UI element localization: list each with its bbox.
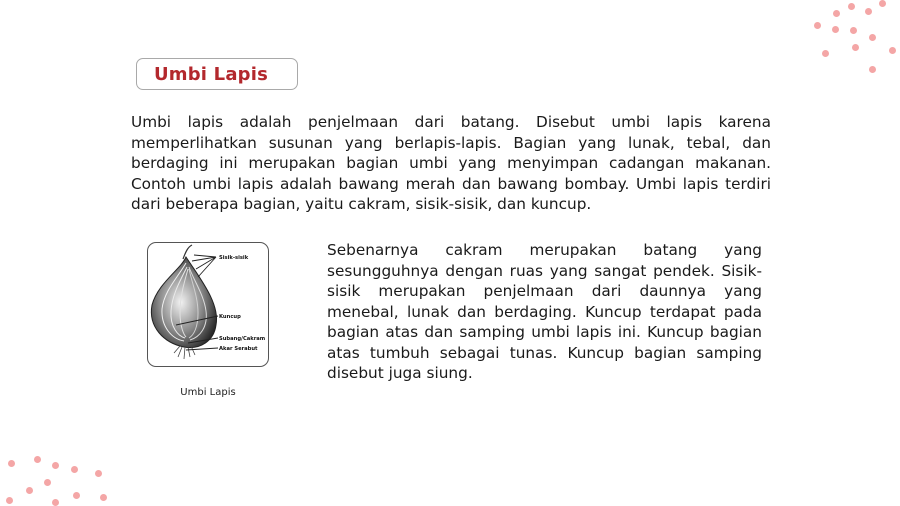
label-sisik: Sisik-sisik <box>219 255 249 261</box>
page-title: Umbi Lapis <box>153 63 269 85</box>
intro-paragraph: Umbi lapis adalah penjelmaan dari batang. Disebut umbi lapis karena memperlihatkan susunan yang berlapis-lapis. Bagian yang lunak, tebal, dan berdaging ini merupakan bagian umbi yang menyimpan cadangan makanan. Contoh umbi lapis adalah bawang merah dan bawang bombay. Umbi lapis terdiri dari beberapa bagian, yaitu cakram, sisik-sisik, dan kuncup. <box>131 113 771 213</box>
onion-illustration <box>148 243 267 365</box>
title-box <box>136 58 298 90</box>
label-kuncup: Kuncup <box>219 314 241 320</box>
label-akar: Akar Serabut <box>219 346 258 352</box>
figure-caption: Umbi Lapis <box>180 387 236 398</box>
detail-paragraph: Sebenarnya cakram merupakan batang yang sesungguhnya dengan ruas yang sangat pendek. Sisik-sisik merupakan penjelmaan dari daunnya yang menebal, lunak dan berdaging. Kuncup terdapat pada bagian atas dan samping umbi lapis ini. Kuncup bagian atas tumbuh sebagai tunas. Kuncup bagian samping disebut juga siung. <box>327 241 762 382</box>
label-cakram: Subang/Cakram <box>219 336 266 342</box>
onion-diagram <box>147 242 269 367</box>
